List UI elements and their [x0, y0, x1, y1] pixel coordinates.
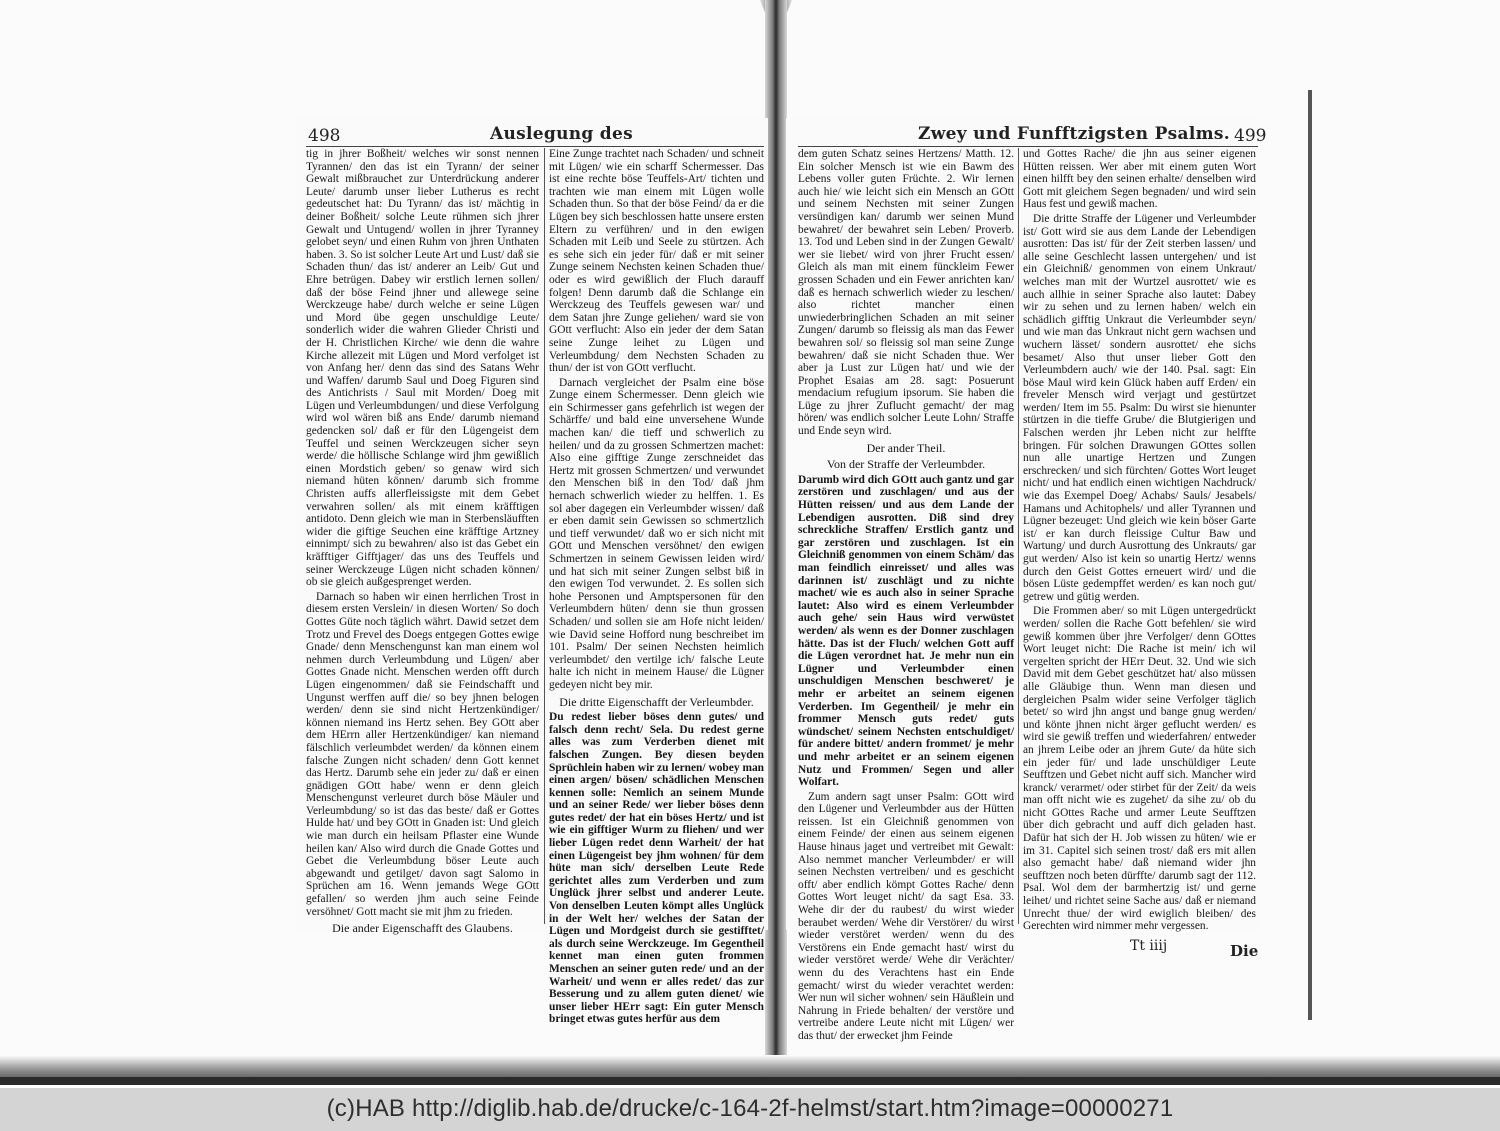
left-running-head: Auslegung des [490, 124, 633, 144]
paragraph: Darnach vergleichet der Psalm eine böse Zunge einem Schermesser. Denn gleich wie ein Schirmesser gans gefehrlich ist wegen der Schärffe/ und bald eine unversehene Wunde machen kan/ die tieff und schwerlich zu heilen/ und da zu grossen Schmertzen machet: Also eine gifftige Zunge zerschneidet das Hertz mit grossen Schmertzen/ und verwundet den Menschen biß in den Tod/ daß jhm hernach schwerlich wieder zu helffen. 1. Es sol aber dagegen ein Verleumbder wissen/ daß er eben damit sein Gewissen so schmertzlich und tieff verwundet/ daß wo er sich nicht mit GOtt und Menschen versöhnet/ den ewigen Schmertzen in seinem Gewissen leiden wird/ und hat sich mit seiner Zungen selbst biß in den ewigen Tod verwundet. 2. Es sollen sich hohe Personen und Amptspersonen für den Verleumbdern hüten/ denn sie thun grossen Schaden/ und sollen sie am Hofe nicht leiden/ wie David seine Hofford nung beschreibet im 101. Psalm/ Der seinen Nechsten heimlich verleumbdet/ den vertilge ich/ falsche Leute halte ich nicht in meinem Hause/ die Lügner gedeyen nicht bey mir. [549, 376, 764, 691]
paragraph: Darumb wird dich GOtt auch gantz und gar zerstören und zuschlagen/ und aus der Hütten reissen/ und aus dem Lande der Lebendigen ausrotten. Diß sind drey schreckliche Straffen/ Erstlich gantz und gar zerstören und zuschlagen. Ist ein Gleichniß genommen von einem Schäm/ das man feindlich einreisset/ und alles was darinnen ist/ zuschlägt und zu nichte machet/ wie es auch also in seiner Sprache lautet: Also wird es einem Verleumbder auch gehe/ sein Haus wird verwüstet werden/ als wenn es der Donner zuschlagen hätte. Das ist der Fluch/ welchen Gott auff die Lügen verordnet hat. Je mehr nun ein Lügner und Verleumbder einen unschuldigen Menschen beschweret/ je mehr er arbeitet an seinem eigenen Verderben. Im Gegentheil/ je mehr ein frommer Mensch guts redet/ guts wündschet/ seinem Nechsten entschuldiget/ für andere bittet/ andern frommet/ je mehr und mehr arbeitet er an seinem eigenen Nutz und Frommen/ Segen und aller Wolfart. [798, 473, 1014, 789]
scan-bottom-shadow [0, 1055, 1500, 1085]
part-heading: Der ander Theil. [866, 440, 946, 455]
right-column-1 [798, 148, 1014, 1042]
part-subheading: Von der Straffe der Verleumbder. [826, 457, 986, 472]
paragraph: Du redest lieber böses denn gutes/ und falsch denn recht/ Sela. Du redest gerne alles was zum Verderben dienet mit falschen Zungen. Bey diesen beyden Sprüchlein haben wir zu lernen/ wobey man einen argen/ bösen/ schädlichen Menschen kennen solle: Nemlich an seinem Munde und an seiner Rede/ wer lieber böses denn gutes redet/ der hat ein böses Hertz/ und ist wie ein gifftiger Wurm zu fliehen/ und wer lieber Lügen redet denn Warheit/ der hat einen Lügengeist bey jhm wohnen/ für dem hüte man sich/ derselben Leute Rede gerichtet alles zum Verderben und zum Unglück jhrer selbst und anderer Leute. Von denselben Leuten kömpt alles Unglück in der Welt her/ welches der Satan der Lügen und Mordgeist durch sie gestifftet/ als durch seine Werckzeuge. Im Gegentheil kennet man einen guten frommen Menschen an seiner guten rede/ und an der Warheit/ und wenn er alles redet/ das zur Besserung und zu allem guten dienet/ wie unser lieber HErr sagt: Ein guter Mensch bringet etwas gutes herfür aus dem [549, 711, 764, 1026]
footer-bar [0, 1088, 1500, 1131]
left-column-divider [544, 148, 545, 924]
left-column-1 [306, 148, 539, 936]
left-page-number: 498 [308, 126, 341, 146]
catchword: Die [1230, 942, 1259, 960]
book-spine [765, 0, 787, 1060]
paragraph: Die Frommen aber/ so mit Lügen untergedrückt werden/ sollen die Rache Gott befehlen/ sie wird gewiß kommen über jhre Verfolger/ denn GOttes Wort leuget nicht: Die Rache ist mein/ ich wil vergelten spricht der HErr Deut. 32. Und wie sich David mit dem Gebet geschützet hat/ also müssen alle Gläubige thun. Wenn man diesen und dergleichen Psalm wider seine Verfolger täglich betet/ so wird jhn angst und bange gnug werden/ und könte jhnen nicht ärger geflucht werden/ es wird sie gewiß treffen und wiederfahren/ entweder an jhrem Leibe oder an jhrem Gute/ da hüte sich ein jeder für/ und lade unschüldiger Leute Seufftzen und Gebet nicht auff sich. Mancher wird kranck/ verarmet/ oder stirbet für der Zeit/ da weis man offt nicht wie es zugehet/ da sihe zu/ ob du nicht GOttes Rache und armer Leute Seufftzen über dich gebracht und auff dich geladen hast. Dafür hat sich der H. Job wissen zu hüten/ wie er im 31. Capitel sich seinen trost/ daß ers mit allen also gemacht habe/ daß niemand wider jhn seufftzen noch beten dürffte/ darumb sagt der 112. Psal. Wol dem der barmhertzig ist/ und gerne leihet/ und richtet seine Sache aus/ daß er niemand Unrecht thue/ der wird ewiglich bleiben/ des Gerechten wird nimmer mehr vergessen. [1023, 605, 1256, 933]
right-column-divider [1018, 148, 1019, 924]
paragraph: Zum andern sagt unser Psalm: GOtt wird den Lügener und Verleumbder aus der Hütten reissen. Ist ein Gleichniß genommen von einem Feinde/ der einen aus seinem eigenen Hause hinaus jaget und vertreibet mit Gewalt: Also nemmet mancher Verleumbder/ er will seinen Nechsten vertreiben/ und es geschicht offt/ aber endlich kömpt Gottes Rache/ denn Gottes Wort leuget nicht/ da sagt Esa. 33. Wehe dir der du raubest/ du wirst wieder beraubet werden/ Wehe dir Verstörer/ du wirst wieder verstöret werden/ wenn du des Verstörens ein Ende gemacht hast/ wirst du wieder verstöret werde/ Wehe dir Verächter/ wenn du des Verachtens hast ein Ende gemacht/ wirst du wieder verachtet werden: Wer nun wil sicher wohnen/ sein Häußlein und Nahrung in Friede behalten/ der verstöre und vertreibe andere Leute nicht mit Lügen/ wer das thut/ der erwecket jhm Feinde [798, 790, 1014, 1042]
footer-credit: (c)HAB http://diglib.hab.de/drucke/c-164-2f-helmst/start.htm?image=00000271 [326, 1095, 1174, 1122]
paragraph: Die dritte Straffe der Lügener und Verleumbder ist/ Gott wird sie aus dem Lande der Lebendigen ausrotten: Das ist/ für der Zeit sterben lassen/ und alle seine Geschlecht lassen untergehen/ und ist ein Gleichniß/ genommen von einem Unkraut/ welches man mit der Wurtzel ausrottet/ wie es auch allhie in seiner Sprache also lautet: Dabey wir zu sehen und zu lernen haben/ welch ein schädlich gifftig Unkraut die Verleumbder seyn/ und wie man das Unkraut nicht gern wachsen und wuchern lässet/ sondern ausrottet/ ehe sichs besamet/ Also thut unser lieber Gott den Verleumbdern auch/ wie der 140. Psal. sagt: Ein böse Maul wird kein Glück haben auff Erden/ ein freveler Mensch wird verjagt und gestürtzet werden/ Item im 55. Psalm: Du wirst sie hienunter stürtzen in die tieffe Grube/ die Blutgierigen und Falschen werden jhr Leben nicht zur helffte bringen. Für solchen Drawungen GOttes sollen nun alle unartige Hertzen und Zungen erschrecken/ und sich fürchten/ Gottes Wort leuget nicht/ und hat endlich einen wichtigen Nachdruck/ wie das Exempel Doeg/ Achabs/ Sauls/ Jesabels/ Hamans und Achitophels/ und aller Tyrannen und Lügner bezeuget: Und gleich wie kein böser Garte ist/ er kan durch fleissige Cultur Baw und Wartung/ und durch Ausrottung des Unkrauts/ gar gut werden/ Also ist kein so unartig Hertz/ wenns durch den Geist Gottes erneuert wird/ und die bösen Lüste gedempffet werden/ es kan noch gut/ getrew und gütig werden. [1023, 212, 1256, 603]
section-heading: Die dritte Eigenschafft der Verleumbder. [559, 694, 754, 709]
right-page-edge [1308, 90, 1312, 1020]
section-heading: Die ander Eigenschafft des Glaubens. [332, 921, 513, 936]
left-head-rule [306, 146, 764, 147]
left-column-2 [549, 148, 764, 1026]
right-head-rule [798, 146, 1258, 147]
paragraph: tig in jhrer Boßheit/ welches wir sonst nennen Tyrannen/ den das ist ein Tyrann/ der seiner Gewalt mißbrauchet zur Unterdrückung anderer Leute/ darumb unser lieber Lutherus es recht gedeutschet hat: Du Tyrann/ das ist/ mächtig in deiner Boßheit/ solche Leute rühmen sich jhrer Gewalt und Untugend/ wollen in jhrer Tyranney gelobet seyn/ und einen Ruhm von jhren Unthaten haben. 3. So ist solcher Leute Art und Lust/ daß sie Schaden thun/ das ist/ anderer an Leib/ Gut und Ehre betrügen. Dabey wir erstlich lernen sollen/ daß der böse Feind jhner und allewege seine Werckzeuge habe/ durch welche er seine Lügen und Mord übe gegen unschuldige Leute/ sonderlich wider die wahren Glieder Christi und der H. Christlichen Kirche/ wie denn die wahre Kirche allezeit mit Lügen und Mord verfolget ist von Anfang her/ denn das sind des Satans Wehr und Waffen/ darumb Saul und Doeg Figuren sind des Antichrists / Saul mit Morden/ Doeg mit Lügen und Verleumbdungen/ und diese Verfolgung wird wol wären biß ans Ende/ darumb niemand gedencken sol/ daß er für den Lügengeist dem Teuffel und seinen Werckzeugen sicher seyn werde/ die höllische Schlange wird jhm gewißlich einen Mordstich geben/ so genaw wird sich niemand hüten können/ darumb sich fromme Christen auffs allerfleissigste mit dem Gebet verwahren sollen/ als mit einem kräfftigen antidoto. Denn gleich wie man in Sterbensläufften wider die giftige Seuchen eine kräfftige Artzney einnimpt/ sich zu bewahren/ also ist das Gebet ein kräfftiger Gifftjager/ das uns des Teuffels und seiner Werckzeuge Lügen nicht schaden können/ ob sie gleich außgesprenget werden. [306, 148, 539, 589]
paragraph: Eine Zunge trachtet nach Schaden/ und schneit mit Lügen/ wie ein scharff Schermesser. Das ist eine rechte böse Teuffels-Art/ tichten und trachten wie man einem mit Lügen wolle Schaden thun. So that der böse Feind/ da er die Lügen bey sich beschlossen hatte unsere ersten Eltern zu verführen/ und in den ewigen Schaden mit Leib und Seele zu stürtzen. Ach es sehe sich ein jeder für/ daß er mit seiner Zunge seinem Nechsten keinen Schaden thue/ oder es wird gewißlich der Fluch darauff folgen! Denn darumb daß die Schlange ein Werckzeug des Teuffels gewesen war/ und dem Satan jhre Zunge geliehen/ ward sie von GOtt verflucht: Also ein jeder der dem Satan seine Zunge leihet zu Lügen und Verleumbdung/ dem Nechsten Schaden zu thun/ der ist von GOtt verflucht. [549, 148, 764, 375]
paragraph: und Gottes Rache/ die jhn aus seiner eigenen Hütten reissen. Wer aber mit einem guten Wort einen hilfft bey den seinen erhalte/ denselben wird Gott mit gleichem Segen begnaden/ und wird sein Haus fest und gewiß machen. [1023, 148, 1256, 211]
right-page-number: 499 [1234, 126, 1267, 146]
paragraph: Darnach so haben wir einen herrlichen Trost in diesem ersten Verslein/ in diesen Worten/ So doch Gottes Güte noch täglich währt. Dawid setzet dem Trotz und Frevel des Doegs entgegen Gottes ewige Gnade/ denn Menschengunst kan man einem wol nehmen durch Verleumbdung und Lügen/ aber Gottes Gnade nicht. Menschen werden offt durch Lügen eingenommen/ daß sie Feindschafft und Ungunst werffen auff die/ so bey jhnen belogen werden/ denn sie sind nicht Hertzenkündiger/ können niemand ins Hertz sehen. Bey GOtt aber dem HErrn aller Hertzenkündiger/ kan niemand fälschlich verleumbdet werden/ da können einem falsche Zungen nicht schaden/ denn Gott kennet das Hertz. Darumb sehe ein jeder zu/ daß er einen gnädigen GOtt habe/ wenn er denn gleich Menschengunst verleuret durch böse Mäuler und Verleumbdung/ so ist das das beste/ daß er Gottes Hulde hat/ und bey GOtt in Gnaden ist: Und gleich wie man durch ein heilsam Pflaster eine Wunde heilen kan/ Also wird durch die Gnade Gottes und Gebet die Verleumbdung böser Leute auch abgewandt und getilget/ davon sagt Salomo in Sprüchen am 16. Wenn jemands Wege GOtt gefallen/ so werden jhm auch seine Feinde versöhnet/ Gott macht sie mit jhm zu frieden. [306, 590, 539, 918]
right-running-head: Zwey und Funfftzigsten Psalms. [918, 124, 1230, 144]
right-column-2 [1023, 148, 1256, 933]
paragraph: dem guten Schatz seines Hertzens/ Matth. 12. Ein solcher Mensch ist wie ein Bawm des Lebens voller guten Früchte. 2. Wir lernen auch hie/ wie leicht sich ein Mensch an GOtt und seinem Nechsten mit seiner Zungen versündigen kan/ darumb wer seinen Mund bewahret/ der bewahret sein Leben/ Proverb. 13. Tod und Leben sind in der Zungen Gewalt/ wer sie liebet/ wird von jhrer Frucht essen/ Gleich als man mit einem fünckleim Fewer grossen Schaden und ein Fewer anrichten kan/ daß es hernach schwerlich wieder zu leschen/ also richtet mancher einen unwiederbringlichen Schaden an mit seiner Zungen/ darumb so fleissig als man das Fewer bewahren sol/ so fleissig sol man seine Zunge bewahren/ daß sie nicht Schaden thue. Wer aber ja Lust zur Lügen hat/ und wie der Prophet Esaias am 28. sagt: Posuerunt mendacium refugium ipsorum. Sie haben die Lüge zu jhrer Zuflucht gemacht/ der mag hören/ was endlich solcher Leute Lohn/ Straffe und Ende seyn wird. [798, 148, 1014, 438]
signature-mark: Tt iiij [1130, 938, 1168, 954]
